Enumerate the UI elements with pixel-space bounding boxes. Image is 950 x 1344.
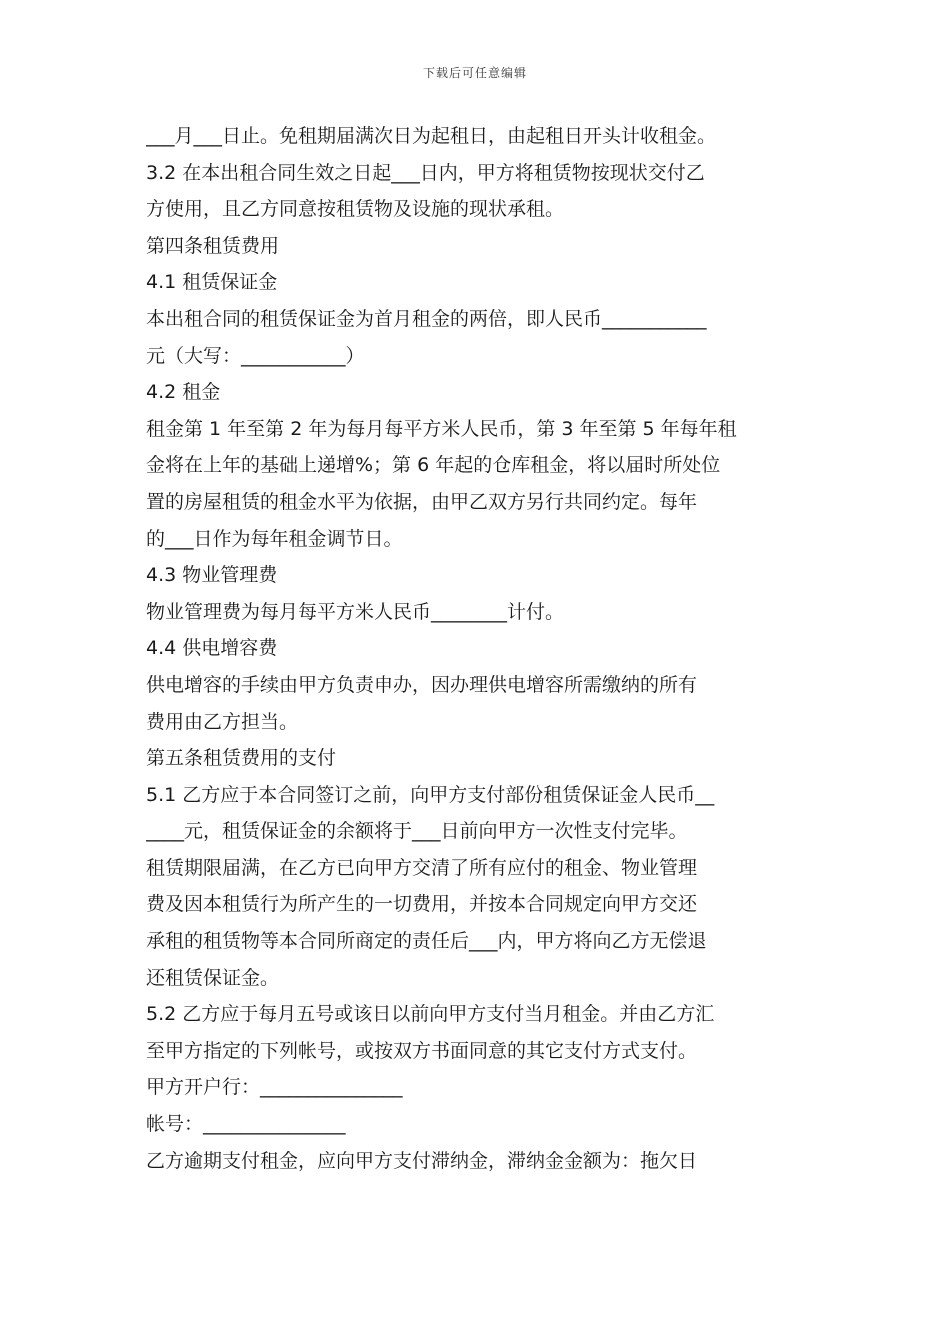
body-line: 供电增容的手续由甲方负责申办，因办理供电增容所需缴纳的所有 — [146, 673, 698, 696]
body-line: 金将在上年的基础上递增%；第 6 年起的仓库租金，将以届时所处位 — [146, 454, 721, 477]
body-line: 费及因本租赁行为所产生的一切费用，并按本合同规定向甲方交还 — [146, 893, 698, 916]
body-line: ____元，租赁保证金的余额将于___日前向甲方一次性支付完毕。 — [146, 820, 688, 843]
bank-field: 甲方开户行：_______________ — [146, 1076, 403, 1099]
section-heading: 第四条租赁费用 — [146, 234, 280, 257]
document-body — [146, 118, 814, 1179]
body-line: 3.2 在本出租合同生效之日起___日内，甲方将租赁物按现状交付乙 — [146, 161, 705, 184]
body-line: 还租赁保证金。 — [146, 966, 280, 989]
subsection-heading: 4.1 租赁保证金 — [146, 271, 278, 294]
body-line: 物业管理费为每月每平方米人民币________计付。 — [146, 600, 565, 623]
body-line: 承租的租赁物等本合同所商定的责任后___内，甲方将向乙方无偿退 — [146, 930, 707, 953]
body-line: 租赁期限届满，在乙方已向甲方交清了所有应付的租金、物业管理 — [146, 856, 698, 879]
body-line: 的___日作为每年租金调节日。 — [146, 527, 403, 550]
body-line: 乙方逾期支付租金，应向甲方支付滞纳金，滞纳金金额为：拖欠日 — [146, 1149, 698, 1172]
body-line: 本出租合同的租赁保证金为首月租金的两倍，即人民币___________ — [146, 307, 707, 330]
page-header: 下载后可任意编辑 — [422, 66, 527, 80]
account-field: 帐号：_______________ — [146, 1113, 346, 1136]
body-line: 置的房屋租赁的租金水平为依据，由甲乙双方另行共同约定。每年 — [146, 490, 698, 513]
body-line: 元（大写：___________） — [146, 344, 365, 367]
section-heading: 第五条租赁费用的支付 — [146, 747, 337, 770]
body-line: 方使用，且乙方同意按租赁物及设施的现状承租。 — [146, 198, 565, 221]
body-line: 5.1 乙方应于本合同签订之前，向甲方支付部份租赁保证金人民币__ — [146, 783, 715, 806]
subsection-heading: 4.2 租金 — [146, 381, 221, 404]
body-line: 费用由乙方担当。 — [146, 710, 299, 733]
body-line: 5.2 乙方应于每月五号或该日以前向甲方支付当月租金。并由乙方汇 — [146, 1003, 715, 1026]
subsection-heading: 4.4 供电增容费 — [146, 637, 278, 660]
body-line: ___月___日止。免租期届满次日为起租日，由起租日开头计收租金。 — [146, 125, 717, 147]
body-line: 租金第 1 年至第 2 年为每月每平方米人民币，第 3 年至第 5 年每年租 — [146, 417, 737, 440]
subsection-heading: 4.3 物业管理费 — [146, 564, 278, 587]
body-line: 至甲方指定的下列帐号，或按双方书面同意的其它支付方式支付。 — [146, 1039, 698, 1062]
